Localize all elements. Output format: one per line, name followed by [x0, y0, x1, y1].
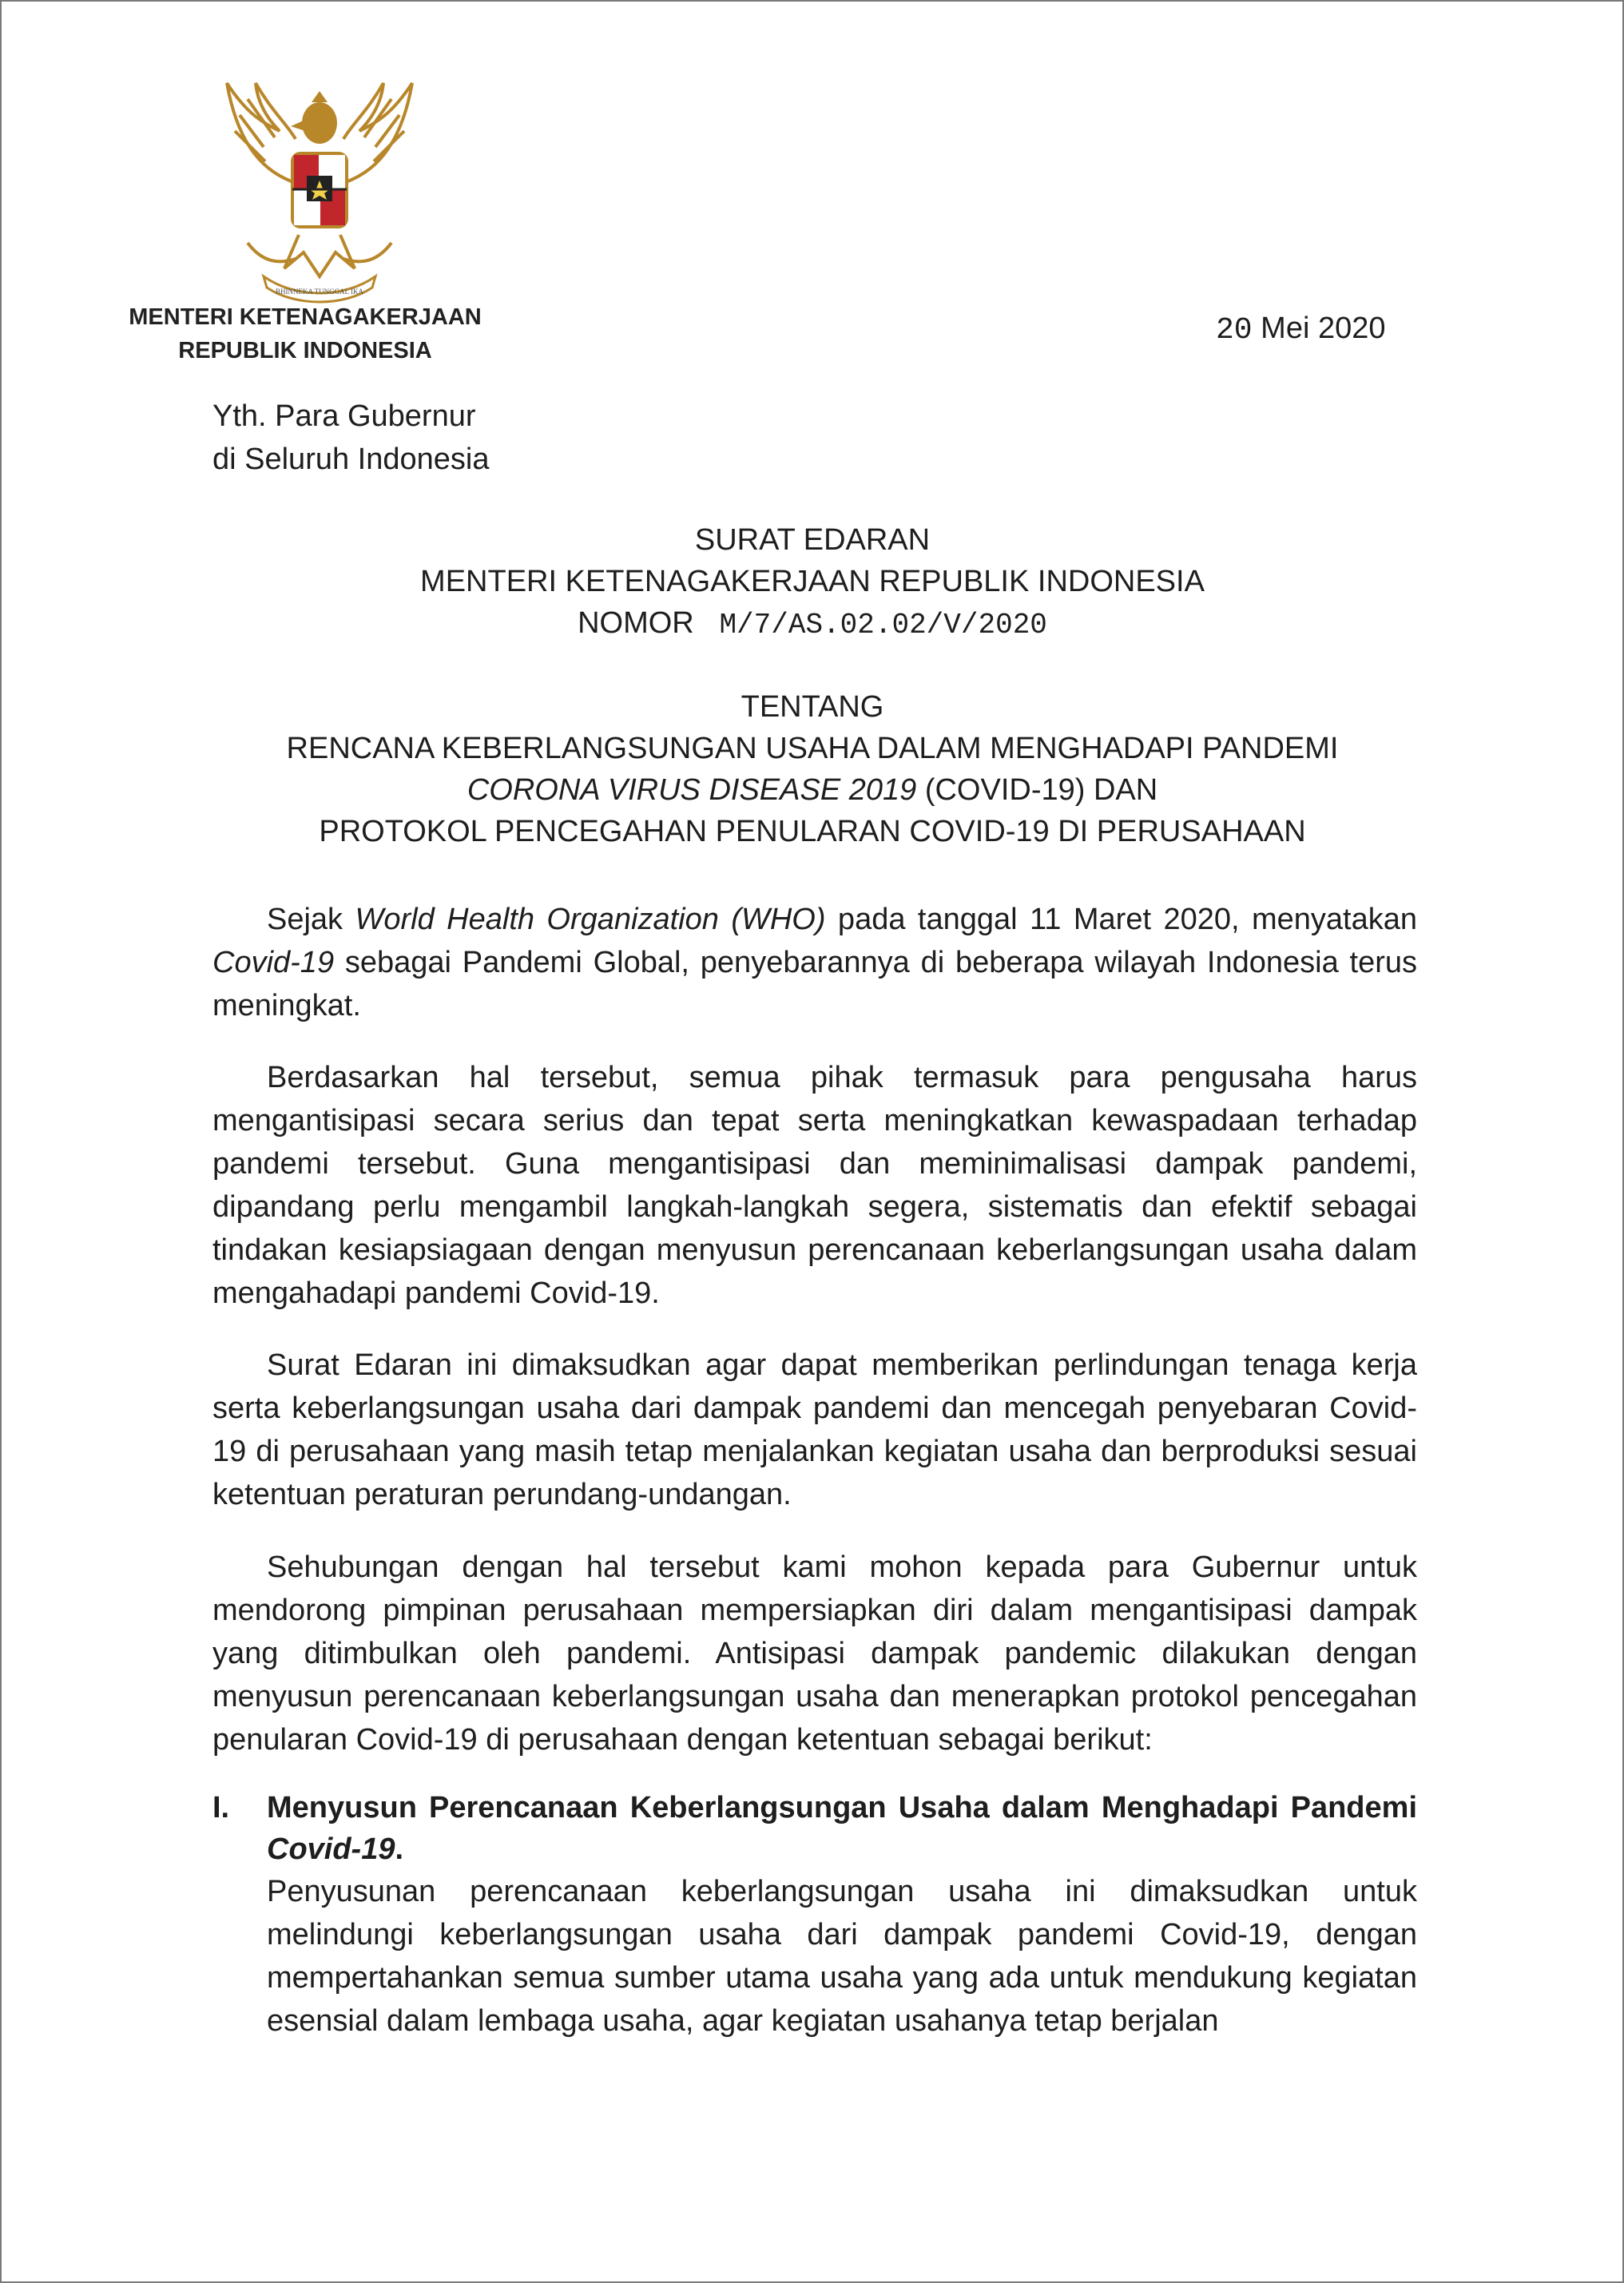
section-1-title [267, 1787, 1417, 1870]
p1-text-italic-covid: Covid-19 [212, 946, 335, 979]
title-line1: SURAT EDARAN [694, 523, 931, 557]
date-day: 20 [1216, 313, 1253, 347]
paragraph-1 [212, 898, 1417, 1027]
p1-text-e: sebagai Pandemi Global, penyebarannya di beberapa wilayah Indonesia terus meningkat. [212, 946, 1417, 1022]
section-1-body: Penyusunan perencanaan keberlangsungan usaha ini dimaksudkan untuk melindungi keberlangsungan usaha dari dampak pandemi Covid-19, dengan mempertahankan semua sumber utama usaha yang ada untuk mendukung kegiatan esensial dalam lembaga usaha, agar kegiatan usahanya tetap berjalan [267, 1875, 1417, 2038]
p1-text-c: pada tanggal 11 Maret 2020, menyatakan [825, 903, 1417, 936]
title-nomor [145, 602, 1479, 646]
recipient-block [212, 395, 489, 481]
subject-line3: PROTOKOL PENCEGAHAN PENULARAN COVID-19 DI PERUSAHAAN [319, 815, 1306, 848]
ministry-name-line2: REPUBLIK INDONESIA [178, 338, 432, 363]
garuda-emblem-icon [216, 67, 423, 307]
section-1-number: I. [212, 1791, 230, 1824]
recipient-line2: di Seluruh Indonesia [212, 443, 490, 476]
ministry-name-line1: MENTERI KETENAGAKERJAAN [129, 304, 482, 330]
paragraph-4: Sehubungan dengan hal tersebut kami mohon kepada para Gubernur untuk mendorong pimpinan perusahaan mempersiapkan diri dalam mengantisipasi dampak yang ditimbulkan oleh pandemi. Antisipasi dampak pandemic dilakukan dengan menyusun perencanaan keberlangsungan usaha dan menerapkan protokol pencegahan penularan Covid-19 di perusahaan dengan ketentuan sebagai berikut: [212, 1550, 1417, 1757]
nomor-value: M/7/AS.02.02/V/2020 [719, 609, 1047, 641]
section-1-heading [212, 1787, 1417, 1870]
subject-line2 [145, 769, 1479, 811]
paragraph-2: Berdasarkan hal tersebut, semua pihak termasuk para pengusaha harus mengantisipasi secara serius dan tepat serta meningkatkan kewaspadaan terhadap pandemi tersebut. Guna mengantisipasi dan meminimalisasi dampak pandemi, dipandang perlu mengambil langkah-langkah segera, sistematis dan efektif sebagai tindakan kesiapsiagaan dengan menyusun perencanaan keberlangsungan usaha dalam mengahadapi pandemi Covid-19. [212, 1061, 1417, 1310]
document-subject [145, 686, 1479, 852]
p1-text-a: Sejak [267, 903, 355, 936]
paragraph-3: Surat Edaran ini dimaksudkan agar dapat memberikan perlindungan tenaga kerja serta keberlangsungan usaha dari dampak pandemi dan mencegah penyebaran Covid-19 di perusahaan yang masih tetap menjalankan kegiatan usaha dan berproduksi sesuai ketentuan peraturan perundang-undangan. [212, 1348, 1417, 1511]
section-1 [212, 1787, 1417, 2043]
ministry-header [81, 300, 529, 367]
section-1-title-c: . [395, 1832, 404, 1866]
section-1-title-italic: Covid-19 [267, 1832, 395, 1866]
subject-line2-italic: CORONA VIRUS DISEASE 2019 [467, 773, 917, 807]
letter-date [1216, 312, 1386, 347]
title-line2: MENTERI KETENAGAKERJAAN REPUBLIK INDONESIA [420, 565, 1205, 598]
subject-line2-rest: (COVID-19) DAN [916, 773, 1158, 807]
emblem-motto: BHINNEKA TUNGGAL IKA [276, 288, 363, 296]
date-month-year: Mei 2020 [1261, 312, 1386, 345]
subject-label: TENTANG [741, 690, 884, 724]
nomor-label: NOMOR [578, 606, 694, 640]
subject-line1: RENCANA KEBERLANGSUNGAN USAHA DALAM MENGHADAPI PANDEMI [286, 732, 1339, 765]
p1-text-italic-who: World Health Organization (WHO) [355, 903, 826, 936]
document-title [145, 519, 1479, 646]
section-1-title-a: Menyusun Perencanaan Keberlangsungan Usaha dalam Menghadapi Pandemi [267, 1791, 1417, 1824]
recipient-line1: Yth. Para Gubernur [212, 399, 476, 433]
